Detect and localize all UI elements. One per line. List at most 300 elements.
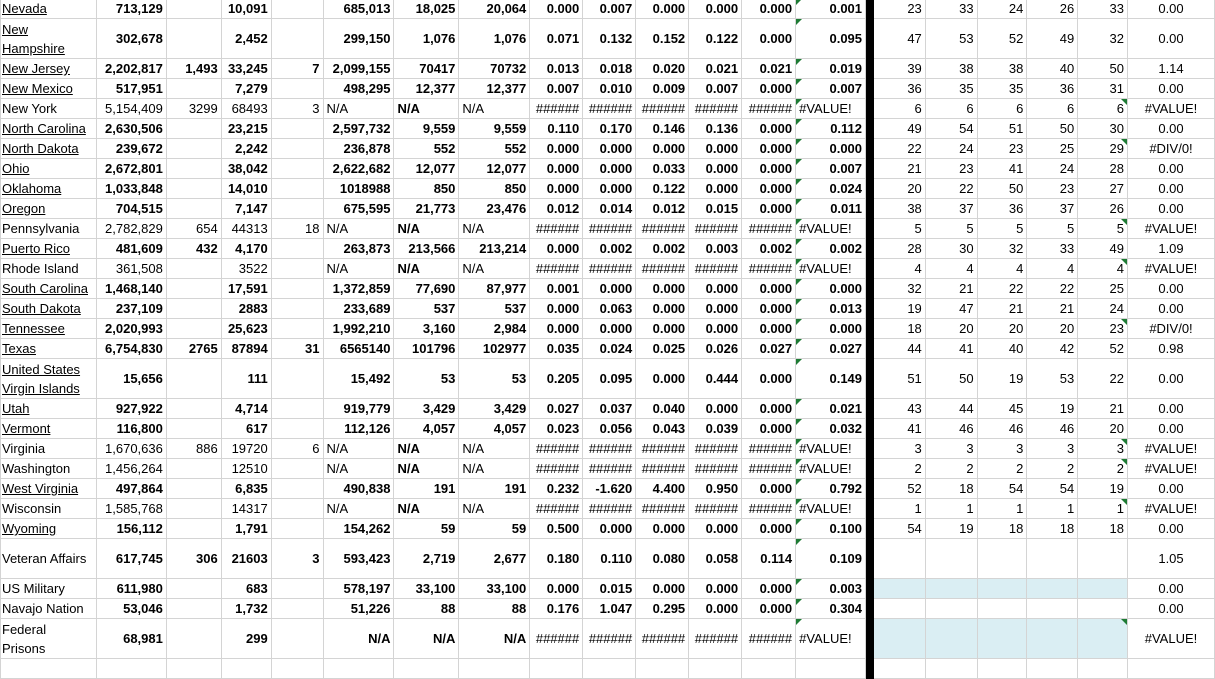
cell-col-6[interactable]: 12,077	[394, 159, 459, 179]
cell-col-1[interactable]: 1,456,264	[96, 459, 166, 479]
cell-col-6[interactable]: 2,719	[394, 539, 459, 579]
cell-rank-3[interactable]: 23	[977, 139, 1027, 159]
cell-region-name[interactable]	[1, 99, 97, 119]
cell-region-name[interactable]	[1, 119, 97, 139]
cell-col-2[interactable]: 3299	[166, 99, 221, 119]
cell-col-13[interactable]	[796, 359, 866, 399]
cell-col-1[interactable]: 927,922	[96, 399, 166, 419]
cell-col-5[interactable]: 919,779	[323, 399, 394, 419]
cell-col-13[interactable]	[796, 119, 866, 139]
cell-col-8[interactable]: 0.176	[530, 599, 583, 619]
cell-col-7[interactable]: 552	[459, 139, 530, 159]
cell-rank-5[interactable]: 24	[1078, 299, 1128, 319]
cell-col-3[interactable]: 617	[221, 419, 271, 439]
cell-col-12[interactable]: ######	[742, 99, 796, 119]
cell-col-4[interactable]	[271, 519, 323, 539]
cell-ratio[interactable]: 0.00	[1128, 299, 1215, 319]
cell-ratio[interactable]: 1.09	[1128, 239, 1215, 259]
cell-region-name[interactable]	[1, 619, 97, 659]
cell-rank-3[interactable]: 36	[977, 199, 1027, 219]
cell-col-2[interactable]: 306	[166, 539, 221, 579]
cell-col-8[interactable]: 0.180	[530, 539, 583, 579]
cell-col-9[interactable]: 0.015	[583, 579, 636, 599]
cell-col-1[interactable]: 713,129	[96, 0, 166, 19]
cell-col-6[interactable]: 4,057	[394, 419, 459, 439]
cell-col-9[interactable]: ######	[583, 219, 636, 239]
cell-col-11[interactable]: 0.950	[689, 479, 742, 499]
cell-col-11[interactable]: 0.015	[689, 199, 742, 219]
cell-rank-3[interactable]: 20	[977, 319, 1027, 339]
cell-col-13[interactable]	[796, 399, 866, 419]
cell-ratio[interactable]: 1.14	[1128, 59, 1215, 79]
cell-region-name[interactable]	[1, 479, 97, 499]
cell-col-6[interactable]: 12,377	[394, 79, 459, 99]
region-link[interactable]: South Carolina	[2, 281, 88, 296]
cell-region-name[interactable]	[1, 139, 97, 159]
cell-col-4[interactable]	[271, 0, 323, 19]
cell-col-2[interactable]	[166, 419, 221, 439]
cell-rank-5[interactable]: 28	[1078, 159, 1128, 179]
cell-rank-3[interactable]: 6	[977, 99, 1027, 119]
cell-col-7[interactable]: 12,377	[459, 79, 530, 99]
cell-col-12[interactable]: ######	[742, 439, 796, 459]
cell-rank-2[interactable]: 18	[925, 479, 977, 499]
cell-rank-1[interactable]: 4	[873, 259, 925, 279]
cell-col-10[interactable]: 0.033	[636, 159, 689, 179]
cell-col-11[interactable]: 0.136	[689, 119, 742, 139]
empty-cell[interactable]	[636, 659, 689, 679]
cell-col-4[interactable]	[271, 79, 323, 99]
empty-cell[interactable]	[96, 659, 166, 679]
cell-rank-2[interactable]: 6	[925, 99, 977, 119]
cell-rank-2[interactable]: 37	[925, 199, 977, 219]
cell-col-6[interactable]: N/A	[394, 259, 459, 279]
cell-region-name[interactable]	[1, 339, 97, 359]
cell-col-5[interactable]: 593,423	[323, 539, 394, 579]
cell-col-1[interactable]: 237,109	[96, 299, 166, 319]
cell-col-9[interactable]: 0.024	[583, 339, 636, 359]
cell-col-6[interactable]: 21,773	[394, 199, 459, 219]
cell-col-3[interactable]: 2,242	[221, 139, 271, 159]
region-link[interactable]: Texas	[2, 341, 36, 356]
cell-rank-2[interactable]: 41	[925, 339, 977, 359]
cell-col-6[interactable]: N/A	[394, 499, 459, 519]
cell-col-7[interactable]: 20,064	[459, 0, 530, 19]
cell-col-7[interactable]: 2,984	[459, 319, 530, 339]
cell-col-1[interactable]: 2,782,829	[96, 219, 166, 239]
cell-rank-2[interactable]: 21	[925, 279, 977, 299]
cell-rank-3[interactable]: 52	[977, 19, 1027, 59]
cell-rank-5[interactable]: 33	[1078, 0, 1128, 19]
cell-rank-4[interactable]: 50	[1027, 119, 1078, 139]
cell-col-10[interactable]: 0.152	[636, 19, 689, 59]
cell-region-name[interactable]	[1, 239, 97, 259]
cell-col-12[interactable]: ######	[742, 459, 796, 479]
cell-rank-2[interactable]: 5	[925, 219, 977, 239]
cell-col-8[interactable]: 0.001	[530, 279, 583, 299]
cell-col-4[interactable]	[271, 179, 323, 199]
cell-col-12[interactable]: 0.000	[742, 479, 796, 499]
cell-region-name[interactable]	[1, 79, 97, 99]
cell-col-3[interactable]: 111	[221, 359, 271, 399]
cell-col-10[interactable]: ######	[636, 439, 689, 459]
cell-rank-2[interactable]: 2	[925, 459, 977, 479]
cell-col-2[interactable]	[166, 299, 221, 319]
cell-col-5[interactable]: N/A	[323, 459, 394, 479]
cell-col-6[interactable]: 70417	[394, 59, 459, 79]
cell-col-2[interactable]	[166, 179, 221, 199]
cell-rank-5[interactable]: 27	[1078, 179, 1128, 199]
cell-col-12[interactable]: 0.000	[742, 0, 796, 19]
cell-col-9[interactable]: 0.063	[583, 299, 636, 319]
cell-ratio[interactable]: #VALUE!	[1128, 219, 1215, 239]
cell-col-3[interactable]: 44313	[221, 219, 271, 239]
cell-col-5[interactable]: 1,372,859	[323, 279, 394, 299]
cell-col-9[interactable]: ######	[583, 99, 636, 119]
cell-ratio[interactable]: 0.00	[1128, 119, 1215, 139]
cell-col-1[interactable]: 617,745	[96, 539, 166, 579]
cell-col-1[interactable]: 116,800	[96, 419, 166, 439]
cell-col-8[interactable]: ######	[530, 439, 583, 459]
cell-col-6[interactable]: 53	[394, 359, 459, 399]
cell-rank-5[interactable]	[1078, 139, 1128, 159]
cell-rank-4[interactable]	[1027, 619, 1078, 659]
cell-col-9[interactable]: 0.018	[583, 59, 636, 79]
cell-col-13[interactable]	[796, 339, 866, 359]
cell-col-8[interactable]: 0.013	[530, 59, 583, 79]
cell-col-1[interactable]: 2,020,993	[96, 319, 166, 339]
cell-rank-4[interactable]: 36	[1027, 79, 1078, 99]
cell-rank-1[interactable]	[873, 539, 925, 579]
cell-col-11[interactable]: 0.026	[689, 339, 742, 359]
cell-rank-5[interactable]: 31	[1078, 79, 1128, 99]
region-link[interactable]: Vermont	[2, 421, 51, 436]
cell-rank-2[interactable]: 47	[925, 299, 977, 319]
cell-col-12[interactable]: 0.000	[742, 79, 796, 99]
cell-col-13[interactable]	[796, 599, 866, 619]
cell-col-1[interactable]: 302,678	[96, 19, 166, 59]
cell-col-2[interactable]: 1,493	[166, 59, 221, 79]
cell-rank-3[interactable]	[977, 579, 1027, 599]
empty-cell[interactable]	[689, 659, 742, 679]
cell-col-2[interactable]	[166, 359, 221, 399]
cell-col-6[interactable]: 9,559	[394, 119, 459, 139]
cell-col-2[interactable]	[166, 619, 221, 659]
cell-col-5[interactable]: 1,992,210	[323, 319, 394, 339]
cell-col-7[interactable]: 70732	[459, 59, 530, 79]
cell-col-13[interactable]	[796, 439, 866, 459]
cell-col-11[interactable]: ######	[689, 99, 742, 119]
cell-col-2[interactable]	[166, 139, 221, 159]
cell-col-2[interactable]	[166, 119, 221, 139]
cell-col-3[interactable]: 6,835	[221, 479, 271, 499]
cell-col-4[interactable]	[271, 459, 323, 479]
cell-rank-4[interactable]: 3	[1027, 439, 1078, 459]
cell-rank-5[interactable]: 21	[1078, 399, 1128, 419]
cell-rank-5[interactable]	[1078, 599, 1128, 619]
cell-col-1[interactable]: 15,656	[96, 359, 166, 399]
cell-region-name[interactable]	[1, 499, 97, 519]
cell-col-1[interactable]: 1,468,140	[96, 279, 166, 299]
cell-col-10[interactable]: 0.002	[636, 239, 689, 259]
region-link[interactable]: New Jersey	[2, 61, 70, 76]
cell-col-6[interactable]: 537	[394, 299, 459, 319]
cell-rank-3[interactable]: 51	[977, 119, 1027, 139]
cell-ratio[interactable]: #VALUE!	[1128, 99, 1215, 119]
cell-rank-4[interactable]: 5	[1027, 219, 1078, 239]
cell-col-7[interactable]: 87,977	[459, 279, 530, 299]
cell-col-11[interactable]: 0.000	[689, 579, 742, 599]
cell-col-9[interactable]: 0.056	[583, 419, 636, 439]
cell-col-8[interactable]: 0.000	[530, 299, 583, 319]
cell-col-5[interactable]: 112,126	[323, 419, 394, 439]
cell-col-2[interactable]	[166, 459, 221, 479]
cell-rank-3[interactable]: 3	[977, 439, 1027, 459]
cell-col-3[interactable]: 683	[221, 579, 271, 599]
empty-cell[interactable]	[271, 659, 323, 679]
cell-rank-1[interactable]: 36	[873, 79, 925, 99]
cell-col-3[interactable]: 14,010	[221, 179, 271, 199]
region-link[interactable]: United States Virgin Islands	[2, 361, 81, 396]
cell-col-3[interactable]: 12510	[221, 459, 271, 479]
region-link[interactable]: Oregon	[2, 201, 46, 216]
cell-col-6[interactable]: 88	[394, 599, 459, 619]
cell-rank-5[interactable]: 26	[1078, 199, 1128, 219]
cell-rank-4[interactable]: 42	[1027, 339, 1078, 359]
region-link[interactable]: Puerto Rico	[2, 241, 70, 256]
cell-col-9[interactable]: 0.037	[583, 399, 636, 419]
cell-rank-5[interactable]	[1078, 319, 1128, 339]
cell-col-3[interactable]: 68493	[221, 99, 271, 119]
cell-col-13[interactable]	[796, 59, 866, 79]
cell-col-7[interactable]: 33,100	[459, 579, 530, 599]
cell-col-7[interactable]: 12,077	[459, 159, 530, 179]
cell-col-3[interactable]: 299	[221, 619, 271, 659]
cell-col-9[interactable]: ######	[583, 619, 636, 659]
cell-col-10[interactable]: ######	[636, 99, 689, 119]
cell-col-7[interactable]: 88	[459, 599, 530, 619]
cell-rank-3[interactable]: 21	[977, 299, 1027, 319]
cell-rank-3[interactable]	[977, 619, 1027, 659]
cell-rank-3[interactable]: 5	[977, 219, 1027, 239]
cell-col-2[interactable]	[166, 479, 221, 499]
cell-region-name[interactable]	[1, 199, 97, 219]
cell-col-12[interactable]: 0.000	[742, 159, 796, 179]
cell-col-4[interactable]	[271, 399, 323, 419]
cell-col-4[interactable]	[271, 599, 323, 619]
cell-col-11[interactable]: 0.021	[689, 59, 742, 79]
cell-rank-1[interactable]: 44	[873, 339, 925, 359]
cell-col-1[interactable]: 704,515	[96, 199, 166, 219]
cell-region-name[interactable]	[1, 439, 97, 459]
cell-col-11[interactable]: ######	[689, 219, 742, 239]
cell-col-9[interactable]: 0.000	[583, 519, 636, 539]
cell-rank-3[interactable]: 54	[977, 479, 1027, 499]
cell-col-4[interactable]: 3	[271, 539, 323, 579]
cell-rank-2[interactable]: 22	[925, 179, 977, 199]
cell-col-12[interactable]: 0.000	[742, 519, 796, 539]
cell-col-6[interactable]: 1,076	[394, 19, 459, 59]
region-link[interactable]: North Carolina	[2, 121, 86, 136]
empty-cell[interactable]	[459, 659, 530, 679]
cell-col-11[interactable]: ######	[689, 259, 742, 279]
cell-col-10[interactable]: 0.000	[636, 319, 689, 339]
cell-ratio[interactable]: 0.00	[1128, 19, 1215, 59]
cell-col-6[interactable]: 3,429	[394, 399, 459, 419]
cell-col-12[interactable]: ######	[742, 219, 796, 239]
cell-rank-4[interactable]	[1027, 579, 1078, 599]
cell-col-1[interactable]: 1,033,848	[96, 179, 166, 199]
cell-col-5[interactable]: 2,597,732	[323, 119, 394, 139]
cell-col-12[interactable]: 0.021	[742, 59, 796, 79]
cell-col-7[interactable]: N/A	[459, 259, 530, 279]
cell-col-9[interactable]: 0.132	[583, 19, 636, 59]
cell-col-9[interactable]: ######	[583, 439, 636, 459]
cell-col-8[interactable]: 0.007	[530, 79, 583, 99]
cell-col-8[interactable]: 0.205	[530, 359, 583, 399]
region-link[interactable]: South Dakota	[2, 301, 81, 316]
cell-col-9[interactable]: 0.007	[583, 0, 636, 19]
cell-region-name[interactable]	[1, 0, 97, 19]
cell-col-13[interactable]	[796, 419, 866, 439]
cell-col-5[interactable]: 299,150	[323, 19, 394, 59]
cell-col-11[interactable]: ######	[689, 619, 742, 659]
cell-rank-1[interactable]: 52	[873, 479, 925, 499]
cell-col-11[interactable]: 0.444	[689, 359, 742, 399]
cell-col-7[interactable]: 3,429	[459, 399, 530, 419]
cell-col-1[interactable]: 517,951	[96, 79, 166, 99]
cell-col-8[interactable]: 0.071	[530, 19, 583, 59]
cell-col-9[interactable]: 0.014	[583, 199, 636, 219]
cell-rank-1[interactable]: 18	[873, 319, 925, 339]
cell-col-5[interactable]: N/A	[323, 99, 394, 119]
cell-col-10[interactable]: 0.012	[636, 199, 689, 219]
cell-rank-4[interactable]: 54	[1027, 479, 1078, 499]
cell-ratio[interactable]: 0.00	[1128, 159, 1215, 179]
cell-col-10[interactable]: 0.146	[636, 119, 689, 139]
cell-rank-3[interactable]: 40	[977, 339, 1027, 359]
cell-rank-2[interactable]: 53	[925, 19, 977, 59]
cell-region-name[interactable]	[1, 579, 97, 599]
cell-rank-3[interactable]: 18	[977, 519, 1027, 539]
cell-col-12[interactable]: 0.000	[742, 419, 796, 439]
cell-col-4[interactable]	[271, 299, 323, 319]
cell-rank-3[interactable]: 19	[977, 359, 1027, 399]
cell-col-9[interactable]: 0.170	[583, 119, 636, 139]
cell-region-name[interactable]	[1, 299, 97, 319]
cell-rank-5[interactable]	[1078, 619, 1128, 659]
cell-col-10[interactable]: 0.009	[636, 79, 689, 99]
cell-col-3[interactable]: 17,591	[221, 279, 271, 299]
cell-col-11[interactable]: 0.000	[689, 399, 742, 419]
cell-col-9[interactable]: -1.620	[583, 479, 636, 499]
cell-ratio[interactable]: 0.00	[1128, 0, 1215, 19]
cell-col-13[interactable]	[796, 319, 866, 339]
cell-region-name[interactable]	[1, 539, 97, 579]
cell-ratio[interactable]: #VALUE!	[1128, 439, 1215, 459]
cell-col-11[interactable]: 0.122	[689, 19, 742, 59]
cell-rank-3[interactable]: 1	[977, 499, 1027, 519]
cell-col-6[interactable]: 59	[394, 519, 459, 539]
cell-col-13[interactable]	[796, 79, 866, 99]
cell-col-10[interactable]: ######	[636, 499, 689, 519]
region-link[interactable]: Nevada	[2, 1, 47, 16]
cell-col-3[interactable]: 4,714	[221, 399, 271, 419]
region-link[interactable]: Tennessee	[2, 321, 65, 336]
cell-col-5[interactable]: 233,689	[323, 299, 394, 319]
cell-col-6[interactable]: 101796	[394, 339, 459, 359]
cell-rank-3[interactable]: 2	[977, 459, 1027, 479]
cell-col-9[interactable]: 0.000	[583, 179, 636, 199]
cell-rank-2[interactable]: 44	[925, 399, 977, 419]
cell-col-4[interactable]	[271, 499, 323, 519]
cell-col-11[interactable]: 0.003	[689, 239, 742, 259]
cell-col-1[interactable]: 156,112	[96, 519, 166, 539]
cell-rank-4[interactable]: 46	[1027, 419, 1078, 439]
cell-col-7[interactable]: N/A	[459, 459, 530, 479]
cell-col-3[interactable]: 23,215	[221, 119, 271, 139]
cell-col-2[interactable]	[166, 519, 221, 539]
empty-cell[interactable]	[977, 659, 1027, 679]
cell-col-2[interactable]: 2765	[166, 339, 221, 359]
cell-col-8[interactable]: ######	[530, 619, 583, 659]
cell-rank-4[interactable]: 4	[1027, 259, 1078, 279]
cell-col-6[interactable]: N/A	[394, 219, 459, 239]
cell-col-13[interactable]	[796, 539, 866, 579]
cell-rank-5[interactable]: 20	[1078, 419, 1128, 439]
cell-col-4[interactable]	[271, 419, 323, 439]
cell-col-6[interactable]: 77,690	[394, 279, 459, 299]
cell-col-3[interactable]: 7,279	[221, 79, 271, 99]
cell-col-2[interactable]: 886	[166, 439, 221, 459]
cell-col-7[interactable]: N/A	[459, 99, 530, 119]
cell-rank-2[interactable]: 20	[925, 319, 977, 339]
cell-ratio[interactable]: #DIV/0!	[1128, 319, 1215, 339]
cell-ratio[interactable]: 0.00	[1128, 419, 1215, 439]
cell-col-12[interactable]: ######	[742, 619, 796, 659]
cell-rank-4[interactable]: 53	[1027, 359, 1078, 399]
cell-col-6[interactable]: N/A	[394, 459, 459, 479]
cell-rank-5[interactable]	[1078, 579, 1128, 599]
cell-col-10[interactable]: 0.025	[636, 339, 689, 359]
cell-col-4[interactable]	[271, 319, 323, 339]
cell-col-10[interactable]: 0.295	[636, 599, 689, 619]
cell-rank-4[interactable]: 37	[1027, 199, 1078, 219]
cell-col-5[interactable]: 1018988	[323, 179, 394, 199]
cell-col-1[interactable]: 1,670,636	[96, 439, 166, 459]
region-link[interactable]: New Mexico	[2, 81, 73, 96]
region-link[interactable]: Utah	[2, 401, 30, 416]
cell-rank-1[interactable]: 3	[873, 439, 925, 459]
cell-rank-2[interactable]: 30	[925, 239, 977, 259]
cell-col-1[interactable]: 68,981	[96, 619, 166, 659]
cell-rank-5[interactable]: 25	[1078, 279, 1128, 299]
cell-ratio[interactable]: 0.00	[1128, 399, 1215, 419]
cell-rank-1[interactable]: 20	[873, 179, 925, 199]
cell-col-2[interactable]	[166, 399, 221, 419]
cell-rank-1[interactable]: 23	[873, 0, 925, 19]
cell-col-11[interactable]: ######	[689, 439, 742, 459]
cell-col-9[interactable]: 0.000	[583, 139, 636, 159]
cell-col-13[interactable]	[796, 459, 866, 479]
cell-region-name[interactable]	[1, 419, 97, 439]
cell-col-9[interactable]: 1.047	[583, 599, 636, 619]
cell-col-7[interactable]: 2,677	[459, 539, 530, 579]
cell-rank-1[interactable]: 41	[873, 419, 925, 439]
cell-col-4[interactable]: 7	[271, 59, 323, 79]
cell-col-13[interactable]	[796, 499, 866, 519]
cell-col-2[interactable]	[166, 259, 221, 279]
